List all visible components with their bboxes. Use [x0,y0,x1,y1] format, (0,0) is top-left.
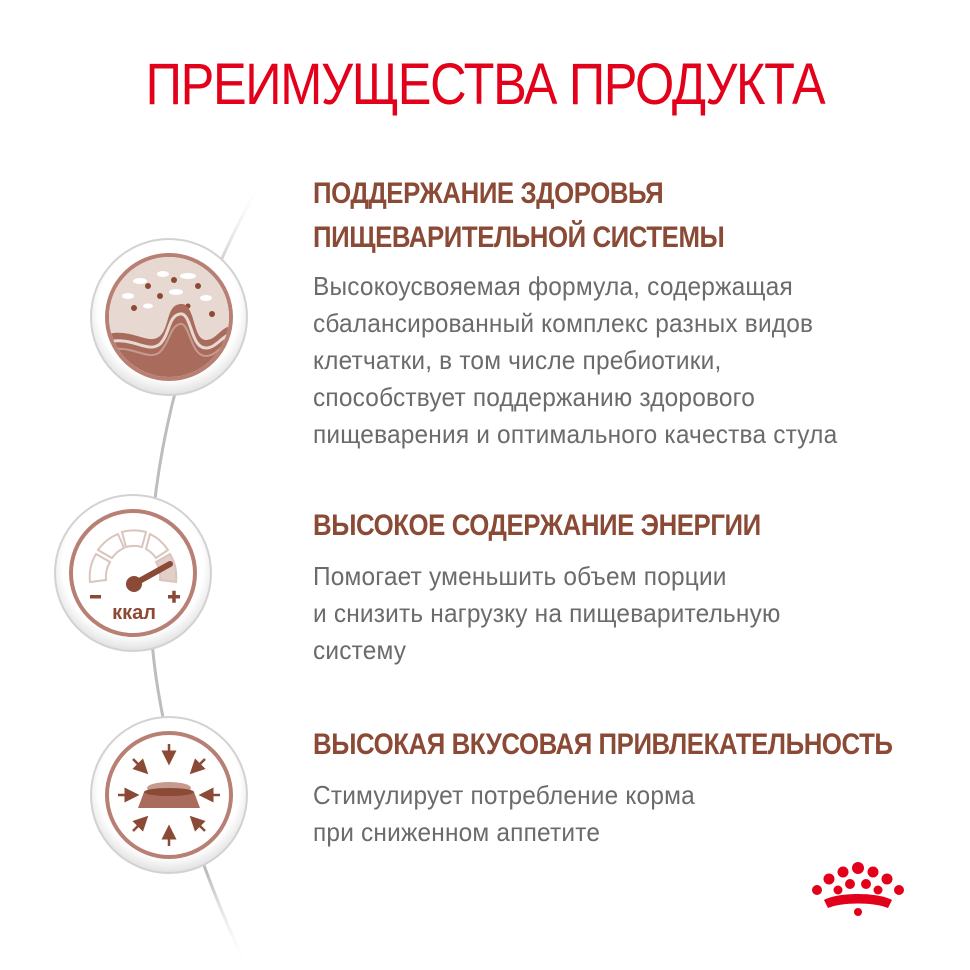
benefit-energy [313,504,953,669]
digestion-icon [88,236,250,398]
benefit-title-line: ПИЩЕВАРИТЕЛЬНОЙ СИСТЕМЫ [313,221,725,254]
palatability-bowl-icon [88,714,250,876]
calorie-label: ккал [112,602,156,624]
benefit-title-line: ПОДДЕРЖАНИЕ ЗДОРОВЬЯ [313,177,664,210]
page-title: ПРЕИМУЩЕСТВА ПРОДУКТА [145,52,825,117]
benefit-text-line: способствует поддержанию здорового [313,382,756,412]
calorie-gauge-icon [52,492,214,654]
benefit-text-line: клетчатки, в том числе пребиотики, [313,345,722,375]
benefit-digestion [313,172,953,453]
benefit-title [313,504,863,548]
benefit-text-line: и снизить нагрузку на пищеварительную [313,598,781,628]
benefit-text-line: пищеварения и оптимального качества стула [313,419,838,449]
benefit-title-line: ВЫСОКОЕ СОДЕРЖАНИЕ ЭНЕРГИИ [313,509,761,542]
crown-logo-icon [808,858,908,918]
benefit-text-line: Высокоусвояемая формула, содержащая [313,271,793,301]
benefit-title [313,723,893,767]
benefit-text-line: систему [313,635,407,665]
benefit-description [313,777,915,851]
benefit-text-line: Стимулирует потребление корма [313,780,695,810]
benefit-title [313,172,863,260]
benefit-text-line: при сниженном аппетите [313,817,601,847]
benefit-palatability [313,723,953,851]
benefit-text-line: Помогает уменьшить объем порции [313,561,727,591]
benefit-title-line: ВЫСОКАЯ ВКУСОВАЯ ПРИВЛЕКАТЕЛЬНОСТЬ [313,728,893,761]
benefit-description [313,558,915,669]
benefit-description [313,268,915,453]
benefit-text-line: сбалансированный комплекс разных видов [313,308,814,338]
